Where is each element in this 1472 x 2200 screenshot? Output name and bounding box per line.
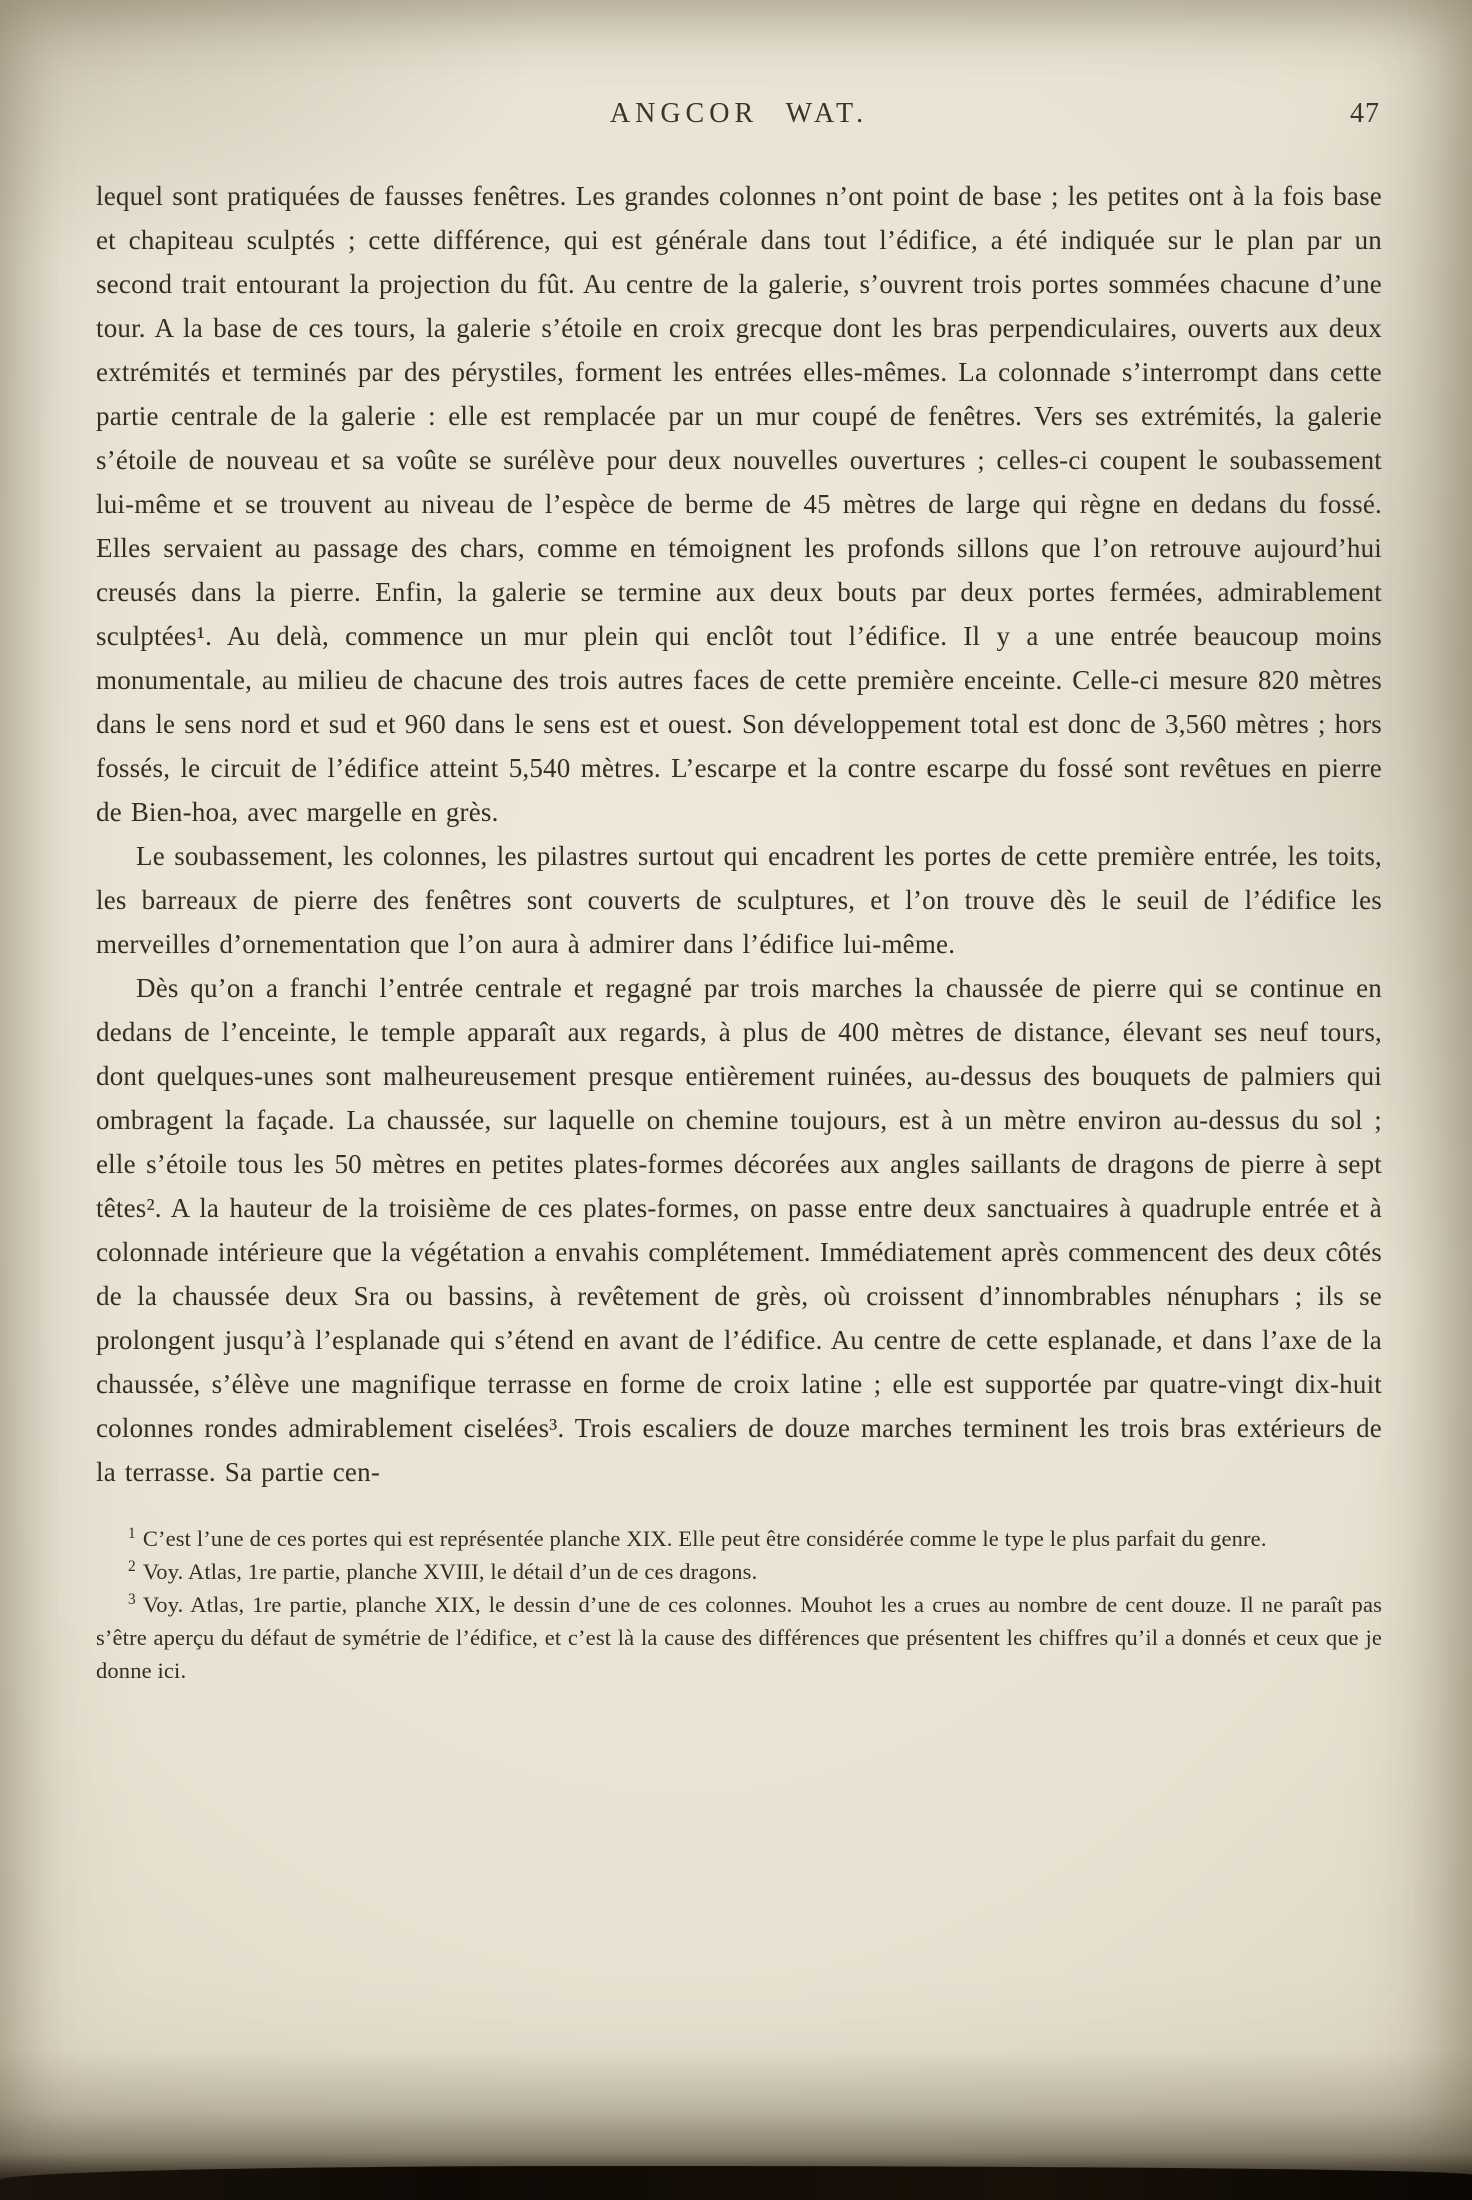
scan-bottom-edge-shadow bbox=[0, 2050, 1472, 2200]
footnote-3-marker: 3 bbox=[128, 1590, 136, 1608]
footnote-3 bbox=[96, 1588, 1382, 1687]
footnote-2-text: Voy. Atlas, 1re partie, planche XVIII, le détail d’un de ces dragons. bbox=[142, 1559, 758, 1584]
footnote-2-marker: 2 bbox=[128, 1557, 136, 1575]
page-content bbox=[96, 98, 1382, 1687]
body-text bbox=[96, 174, 1382, 1494]
page-number: 47 bbox=[1350, 98, 1380, 129]
footnote-2 bbox=[96, 1555, 1382, 1588]
paragraph-3: Dès qu’on a franchi l’entrée centrale et regagné par trois marches la chaussée de pierre qui se continue en dedans de l’enceinte, le temple apparaît aux regards, à plus de 400 mètres de distance, élevant ses neuf tours, dont quelques-unes sont malheureusement presque entièrement ruinées, au-dessus des bouquets de palmiers qui ombragent la façade. La chaussée, sur laquelle on chemine toujours, est à un mètre environ au-dessus du sol ; elle s’étoile tous les 50 mètres en petites plates-formes décorées aux angles saillants de dragons de pierre à sept têtes². A la hauteur de la troisième de ces plates-formes, on passe entre deux sanctuaires à quadruple entrée et à colonnade intérieure que la végétation a envahis complétement. Immédiatement après commencent des deux côtés de la chaussée deux Sra ou bassins, à revêtement de grès, où croissent d’innombrables nénuphars ; ils se prolongent jusqu’à l’esplanade qui s’étend en avant de l’édifice. Au centre de cette esplanade, et dans l’axe de la chaussée, s’élève une magnifique terrasse en forme de croix latine ; elle est supportée par quatre-vingt dix-huit colonnes rondes admirablement ciselées³. Trois escaliers de douze marches terminent les trois bras extérieurs de la terrasse. Sa partie cen- bbox=[96, 973, 1382, 1487]
running-title: ANGCOR WAT. bbox=[609, 98, 869, 129]
footnotes bbox=[96, 1522, 1382, 1687]
footnote-1-marker: 1 bbox=[128, 1524, 136, 1542]
paragraph-2: Le soubassement, les colonnes, les pilastres surtout qui encadrent les portes de cette première entrée, les toits, les barreaux de pierre des fenêtres sont couverts de sculptures, et l’on trouve dès le seuil de l’édifice les merveilles d’ornementation que l’on aura à admirer dans l’édifice lui-même. bbox=[96, 841, 1382, 959]
page-header bbox=[96, 98, 1382, 140]
paragraph-1: lequel sont pratiquées de fausses fenêtres. Les grandes colonnes n’ont point de base ; les petites ont à la fois base et chapiteau sculptés ; cette différence, qui est générale dans tout l’édifice, a été indiquée sur le plan par un second trait entourant la projection du fût. Au centre de la galerie, s’ouvrent trois portes sommées chacune d’une tour. A la base de ces tours, la galerie s’étoile en croix grecque dont les bras perpendiculaires, ouverts aux deux extrémités et terminés par des pérystiles, forment les entrées elles-mêmes. La colonnade s’interrompt dans cette partie centrale de la galerie : elle est remplacée par un mur coupé de fenêtres. Vers ses extrémités, la galerie s’étoile de nouveau et sa voûte se surélève pour deux nouvelles ouvertures ; celles-ci coupent le soubassement lui-même et se trouvent au niveau de l’espèce de berme de 45 mètres de large qui règne en dedans du fossé. Elles servaient au passage des chars, comme en témoignent les profonds sillons que l’on retrouve aujourd’hui creusés dans la pierre. Enfin, la galerie se termine aux deux bouts par deux portes fermées, admirablement sculptées¹. Au delà, commence un mur plein qui enclôt tout l’édifice. Il y a une entrée beaucoup moins monumentale, au milieu de chacune des trois autres faces de cette première enceinte. Celle-ci mesure 820 mètres dans le sens nord et sud et 960 dans le sens est et ouest. Son développement total est donc de 3,560 mètres ; hors fossés, le circuit de l’édifice atteint 5,540 mètres. L’escarpe et la contre escarpe du fossé sont revêtues en pierre de Bien-hoa, avec margelle en grès. bbox=[96, 181, 1382, 827]
footnote-3-text: Voy. Atlas, 1re partie, planche XIX, le dessin d’une de ces colonnes. Mouhot les a crues au nombre de cent douze. Il ne paraît pas s’être aperçu du défaut de symétrie de l’édifice, et c’est là la cause des différences que présentent les chiffres qu’il a donnés et ceux que je donne ici. bbox=[96, 1592, 1382, 1683]
footnote-1-text: C’est l’une de ces portes qui est représentée planche XIX. Elle peut être considérée comme le type le plus parfait du genre. bbox=[142, 1526, 1267, 1551]
footnote-1 bbox=[96, 1522, 1382, 1555]
